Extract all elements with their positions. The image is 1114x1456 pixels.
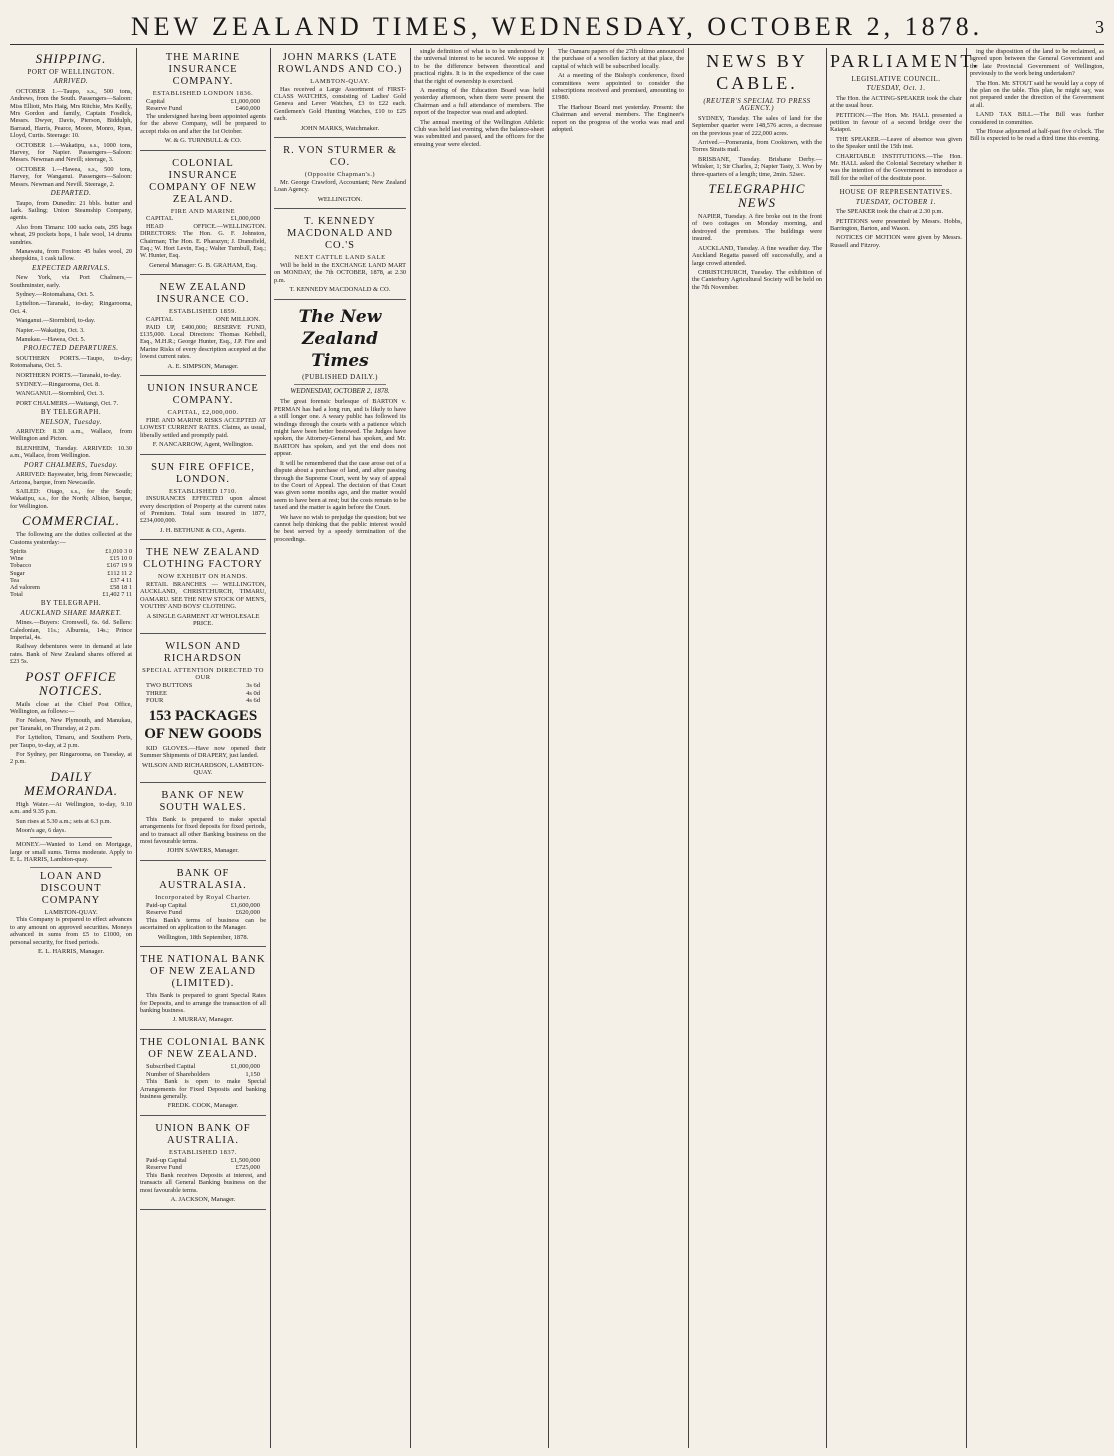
advertisement-subtitle: SPECIAL ATTENTION DIRECTED TO OUR <box>142 666 264 682</box>
column-rule <box>548 48 549 1448</box>
table-cell: £112 11 2 <box>107 569 132 577</box>
advertisement-title: R. VON STURMER & CO. <box>283 145 397 169</box>
table-cell: £15 10 0 <box>109 555 132 563</box>
advertisement-body: This Bank is open to make Special Arrangements for Fixed Deposits and banking business generally. <box>140 1078 266 1101</box>
advertisement-signature: J. H. BETHUNE & CO., Agents. <box>160 526 246 534</box>
section-subheading: ARRIVED. <box>53 77 89 86</box>
commercial-intro: The following are the duties collected at the Customs yesterday:— <box>10 531 132 546</box>
paper-title: The New Zealand Times <box>298 306 382 371</box>
advertisement <box>274 141 406 209</box>
advertisement-row <box>140 682 266 690</box>
shipping-entry: OCTOBER 1.—Wakatipu, s.s., 1000 tons, Harvey, for Napier. Passengers—Saloon: Messrs. Newman and Nevill; steerage, 3. <box>10 141 132 164</box>
market-entry: Mines.—Buyers: Cromwell, 6s. 6d. Sellers: Caledonian, 11s.; Alburnia, 14s.; Prince Imperial, 4s. <box>10 619 132 641</box>
row-value: £1,000,000 <box>230 97 260 105</box>
row-value: £620,000 <box>235 909 260 917</box>
row-value: £1,600,000 <box>230 901 260 909</box>
advertisement <box>140 543 266 633</box>
column-rule <box>688 48 689 1448</box>
table-row <box>10 555 132 562</box>
column-advertisements <box>140 48 266 1448</box>
market-entry: Railway debentures were in demand at late rates. Bank of New Zealand shares offered at £23 5s. <box>10 643 132 666</box>
advertisement-row <box>140 98 266 106</box>
table-cell: Sugar <box>10 569 25 577</box>
row-label: Reserve Fund <box>146 1164 182 1172</box>
row-label: Number of Shareholders <box>146 1070 210 1078</box>
column-parliament <box>830 48 981 1448</box>
news-paragraph: The annual meeting of the Wellington Athletic Club was held last evening, when the balance-sheet was submitted and passed, and the officers for the ensuing year were elected. <box>414 118 544 148</box>
shipping-entry: NORTHERN PORTS.—Taranaki, to-day. <box>16 371 121 379</box>
money-advertisement: MONEY.—Wanted to Lend on Mortgage, large or small sums. Terms moderate. Apply to E. L. HARRIS, Lambton-quay. <box>10 841 132 864</box>
table-row <box>10 584 132 591</box>
advertisement-row <box>140 215 266 223</box>
advertisement-body: Has received a Large Assortment of FIRST-CLASS WATCHES, consisting of Ladies' Gold Geneva and Lever Watches, £3 to £22 each. Gentlemen's Gold Hunting Watches, £10 to £25 each. <box>274 85 406 123</box>
shipping-entry: SOUTHERN PORTS.—Taupo, to-day; Rotomahana, Oct. 5. <box>10 354 132 370</box>
table-row <box>10 548 132 555</box>
masthead <box>10 10 1104 45</box>
advertisement-body: INSURANCES EFFECTED upon almost every description of Property at the current rates of Premium. Total sum insured in 1877, £234,000,000. <box>140 495 266 525</box>
advertisement-title: COLONIAL INSURANCE COMPANY OF NEW ZEALAND. <box>149 157 257 205</box>
row-label: TWO BUTTONS <box>146 682 193 690</box>
advertisement-signature: T. KENNEDY MACDONALD & CO. <box>289 286 391 294</box>
page-number: 3 <box>1095 17 1104 37</box>
news-paragraph: A meeting of the Education Board was held yesterday afternoon, when there were present the Chairman and a full attendance of members. The report of the Inspector was read and adopted. <box>414 87 544 117</box>
parliament-paragraph: The House adjourned at half-past five o'clock. The Bill is expected to be read a third time this evening. <box>970 128 1104 143</box>
row-label: Reserve Fund <box>146 105 182 113</box>
house-heading: HOUSE OF REPRESENTATIVES. <box>839 188 953 197</box>
advertisement-signature: W. & G. TURNBULL & CO. <box>164 137 242 144</box>
row-value: 1,150 <box>245 1070 260 1078</box>
advertisement-title: JOHN MARKS (LATE ROWLANDS AND CO.) <box>277 52 403 75</box>
news-paragraph: single definition of what is to be understood by the universal interest to be secured. We suppose it to be the difference between theoretical and practical rights. It is in the expedience of the case that the right of ownership is exercised. <box>414 48 544 85</box>
editorial-dateline: WEDNESDAY, OCTOBER 2, 1878. <box>290 387 390 396</box>
loan-company-title: LOAN AND DISCOUNT COMPANY <box>40 870 102 906</box>
advertisement-signature: WELLINGTON. <box>317 195 363 203</box>
parliament-paragraph: The Hon. the ACTING-SPEAKER took the chair at the usual hour. <box>830 94 962 110</box>
advertisement-body: KID GLOVES.—Have now opened their Summer Shipments of DRAPERY, just landed. <box>140 744 266 760</box>
parliament-paragraph: The SPEAKER took the chair at 2.30 p.m. <box>836 208 944 216</box>
column-rule <box>826 48 827 1448</box>
telegraphic-paragraph: NAPIER, Tuesday. A fire broke out in the front of two cottages on Monday morning, and destroyed the premises. The buildings were insured. <box>692 213 822 243</box>
cable-heading: NEWS BY CABLE. <box>706 51 808 93</box>
section-subheading: EXPECTED ARRIVALS. <box>32 263 110 272</box>
advertisement-title: THE MARINE INSURANCE COMPANY. <box>165 52 241 87</box>
column-rule <box>966 48 967 1448</box>
advertisement-subtitle: NEXT CATTLE LAND SALE <box>294 254 386 262</box>
column-local-news-2 <box>552 48 684 1448</box>
shipping-entry: OCTOBER 1.—Hawea, s.s., 500 tons, Harvey, for Wanganui. Passengers—Saloon: Messrs. Newman and Nevill. Steerage, 2. <box>10 165 132 188</box>
council-heading: LEGISLATIVE COUNCIL. <box>851 75 941 83</box>
advertisement-body: Will be held in the EXCHANGE LAND MART on MONDAY, the 7th OCTOBER, 1878, at 2.30 p.m. <box>274 261 406 284</box>
divider <box>30 837 112 838</box>
mail-notice: For Nelson, New Plymouth, and Manukau, per Taranaki, on Thursday, at 2 p.m. <box>10 717 132 732</box>
mail-notice: For Lyttelton, Timaru, and Southern Ports, per Taupo, to-day, at 2 p.m. <box>10 734 132 749</box>
row-label: Paid-up Capital <box>146 901 187 909</box>
advertisement-title: NEW ZEALAND INSURANCE CO. <box>156 282 250 306</box>
loan-company-address: LAMBTON-QUAY. <box>44 908 98 916</box>
parliament-paragraph: ing the disposition of the land to be reclaimed, as agreed upon between the General Government and the late Provincial Government of Wellington, previously to the work being undertaken? <box>970 48 1104 78</box>
table-row <box>10 577 132 584</box>
telegraphic-heading: TELEGRAPHIC NEWS <box>708 181 806 211</box>
table-cell: £1,010 3 0 <box>105 547 132 555</box>
advertisement-signature: A SINGLE GARMENT AT WHOLESALE PRICE. <box>146 612 260 628</box>
customs-table <box>10 548 132 598</box>
advertisement-signature: J. MURRAY, Manager. <box>172 1016 234 1024</box>
advertisement <box>140 48 266 151</box>
advertisement-body: This Bank receives Deposits at interest, and transacts all General Banking business on the most favourable terms. <box>140 1171 266 1194</box>
advertisement <box>140 379 266 454</box>
section-heading: POST OFFICE NOTICES. <box>25 668 117 698</box>
table-row <box>10 562 132 569</box>
row-value: ONE MILLION. <box>215 316 260 323</box>
section-subheading: NELSON, Tuesday. <box>40 417 102 426</box>
advertisement-signature: Wellington, 18th September, 1878. <box>157 933 249 941</box>
row-value: 4s 6d <box>246 697 260 705</box>
advertisement-subtitle: LAMBTON-QUAY. <box>310 78 370 85</box>
section-subheading: BY TELEGRAPH. <box>40 408 102 417</box>
cable-subheading: (REUTER'S SPECIAL TO PRESS AGENCY.) <box>703 97 811 113</box>
telegraphic-paragraph: AUCKLAND, Tuesday. A fine weather day. The Auckland Regatta passed off successfully, and a large crowd attended. <box>692 244 822 267</box>
council-date: TUESDAY, Oct. 1. <box>866 84 926 93</box>
advertisement <box>274 48 406 138</box>
parliament-paragraph: PETITION.—The Hon. Mr. HALL presented a petition in favour of a second bridge over the Kaiapoi. <box>830 111 962 134</box>
section-subheading: PROJECTED DEPARTURES. <box>23 344 119 353</box>
table-row <box>10 570 132 577</box>
parliament-heading: PARLIAMENT. <box>830 51 981 71</box>
shipping-entry: Manukau.—Hawea, Oct. 5. <box>16 336 86 343</box>
shipping-entry: WANGANUI.—Stormbird, Oct. 3. <box>16 390 105 398</box>
advertisement <box>140 950 266 1030</box>
advertisement-subtitle: (Opposite Chapman's.) <box>304 171 376 179</box>
row-value: £460,000 <box>235 105 260 113</box>
row-label: THREE <box>146 689 167 697</box>
news-paragraph: The Harbour Board met yesterday. Present: the Chairman and several members. The Engineer's report on the progress of the works was read and adopted. <box>552 103 684 134</box>
row-label: Capital <box>146 97 165 105</box>
advertisement-title: THE COLONIAL BANK OF NEW ZEALAND. <box>140 1037 266 1061</box>
shipping-entry: New York, via Port Chalmers,—Southminster, early. <box>10 274 132 289</box>
advertisement-row <box>140 1157 266 1165</box>
memoranda-entry: Moon's age, 6 days. <box>16 827 66 835</box>
row-label: Reserve Fund <box>146 909 182 917</box>
shipping-entry: OCTOBER 1.—Taupo, s.s., 500 tons, Andrews, from the South. Passengers—Saloon: Miss Elliott, Mrs Haig, Mrs Ritchie, Mrs Keilly, Mrs Gordon and family, Captain Fosdick, Messrs. Dwyer, Davis, Pierson, Biddulph, Barraud, Harris, Pearce, Moore, Monro, Ryan, Lloyd, Curtis. Steerage: 10. <box>10 87 132 140</box>
table-cell: Tobacco <box>10 562 32 570</box>
section-heading: DAILY MEMORANDA. <box>23 768 119 798</box>
advertisement-signature: F. NANCARROW, Agent, Wellington. <box>152 441 254 449</box>
advertisement-body: This Bank is prepared to grant Special Rates for Deposits, and to arrange the transaction of all banking business. <box>140 992 266 1015</box>
cable-paragraph: Arrived.—Pomerania, from Cooktown, with the Torres Straits mail. <box>692 139 822 154</box>
column-editorial <box>274 48 406 1448</box>
advertisement-subtitle: Incorporated by Royal Charter. <box>155 894 251 902</box>
row-label: CAPITAL <box>146 316 173 323</box>
row-label: Subscribed Capital <box>146 1063 196 1071</box>
advertisement-row <box>140 1063 266 1071</box>
editorial-paragraph: It will be remembered that the case arose out of a dispute about a purchase of land, and after passing through the Supreme Court, went by way of appeal to the Court of Appeal. The decision of that Court was given some months ago, and the matter would seem to have been at rest; but the costs remain to be taxed and the matter is again before the Court. <box>274 459 406 512</box>
advertisement <box>140 154 266 276</box>
shipping-entry: Wanganui.—Stormbird, to-day. <box>16 317 96 325</box>
advertisement-body: RETAIL BRANCHES — WELLINGTON, AUCKLAND, CHRISTCHURCH, TIMARU, OAMARU. SEE THE NEW STOCK OF MEN'S, YOUTHS' AND BOYS' CLOTHING. <box>140 581 266 611</box>
mail-notice: Mails close at the Chief Post Office, Wellington, as follows:— <box>10 700 132 716</box>
advertisement-title: SUN FIRE OFFICE, LONDON. <box>151 461 255 485</box>
row-value: £1,000,000 <box>230 1063 260 1071</box>
advertisement-subtitle: CAPITAL, £2,000,000. <box>167 409 239 417</box>
advertisement <box>140 278 266 376</box>
advertisement <box>140 637 266 783</box>
telegraphic-paragraph: CHRISTCHURCH, Tuesday. The exhibition of the Canterbury Agricultural Society will be held on the 7th November. <box>692 268 822 291</box>
advertisement-row <box>140 697 266 705</box>
masthead-title: NEW ZEALAND TIMES, WEDNESDAY, OCTOBER 2, 1878. <box>130 12 984 41</box>
advertisement-body: This Bank is prepared to make special arrangements for fixed deposits for fixed periods, and to transact all other Banking business on the most favourable terms. <box>140 815 266 846</box>
table-cell: Spirits <box>10 547 27 555</box>
editorial-paragraph: We have no wish to prejudge the question; but we cannot help thinking that the public interest would be best served by a speedy termination of the proceedings. <box>274 513 406 543</box>
advertisement-row <box>140 1071 266 1079</box>
advertisement-title: UNION BANK OF AUSTRALIA. <box>155 1123 251 1147</box>
table-cell: Tea <box>10 576 19 584</box>
table-cell: £1,402 7 11 <box>102 591 132 599</box>
advertisement-row <box>140 690 266 698</box>
advertisement-headline: 153 PACKAGES OF NEW GOODS <box>144 707 262 742</box>
column-cable-news <box>692 48 822 1448</box>
table-cell: £37 4 11 <box>110 576 132 584</box>
advertisement-body: Mr. George Crawford, Accountant; New Zealand Loan Agency. <box>274 178 406 194</box>
published-daily: (PUBLISHED DAILY.) <box>302 372 378 381</box>
advertisement-subtitle: ESTABLISHED 1859. <box>169 308 237 316</box>
parliament-paragraph: The Hon. Mr. STOUT said he would lay a copy of the plan on the table. This plan, he might say, was not prepared under the direction of the Government at all. <box>970 79 1104 109</box>
parliament-paragraph: CHARITABLE INSTITUTIONS.—The Hon. Mr. HALL asked the Colonial Secretary whether it was the intention of the Government to introduce a Bill for the relief of the destitute poor. <box>830 152 962 182</box>
row-label: FOUR <box>146 697 164 705</box>
shipping-entry: SYDNEY.—Ringarooma, Oct. 8. <box>16 381 100 389</box>
table-cell: £58 18 1 <box>109 583 132 591</box>
advertisement-signature: FREDK. COOK, Manager. <box>167 1102 239 1110</box>
advertisement-title: WILSON AND RICHARDSON <box>163 640 243 664</box>
parliament-paragraph: THE SPEAKER.—Leave of absence was given to the Speaker until the 15th inst. <box>830 135 962 151</box>
advertisement-body: HEAD OFFICE.—WELLINGTON. DIRECTORS: The Hon. G. F. Johnston, Chairman; The Hon. E. Pharazyn; J. Dransfield, Esq.; W. Hort Levin, Esq.; Walter Turnbull, Esq.; W. Hunter, Esq. <box>140 222 266 260</box>
advertisement-title: THE NATIONAL BANK OF NEW ZEALAND (LIMITED). <box>140 954 266 990</box>
table-cell: £167 19 9 <box>106 562 132 570</box>
column-parliament-continued <box>970 48 1104 1448</box>
advertisement-subtitle: NOW EXHIBIT ON HANDS. <box>157 573 249 581</box>
table-cell: Total <box>10 591 23 599</box>
advertisement-title: UNION INSURANCE COMPANY. <box>147 383 259 407</box>
row-value: £1,000,000 <box>230 215 260 223</box>
shipping-entry: Manawatu, from Foxton: 45 bales wool, 20 sheepskins, 1 cask tallow. <box>10 247 132 263</box>
table-cell: Wine <box>10 555 24 563</box>
news-paragraph: The Oamaru papers of the 27th ultimo announced the purchase of a woollen factory at that place, the capital of which will be subscribed locally. <box>552 48 684 70</box>
mail-notice: For Sydney, per Ringarooma, on Tuesday, at 2 p.m. <box>10 751 132 766</box>
parliament-paragraph: NOTICES OF MOTION were given by Messrs. Russell and Fitzroy. <box>830 234 962 249</box>
house-date: TUESDAY, OCTOBER 1. <box>855 197 937 206</box>
column-rule <box>410 48 411 1448</box>
advertisement-body: This Bank's terms of business can be ascertained on application to the Manager. <box>140 916 266 932</box>
advertisement-title: T. KENNEDY MACDONALD AND CO.'S <box>286 216 394 252</box>
advertisement-row <box>140 316 266 324</box>
advertisement-signature: WILSON AND RICHARDSON, LAMBTON-QUAY. <box>142 761 264 777</box>
divider <box>850 185 942 186</box>
advertisement-title: BANK OF NEW SOUTH WALES. <box>159 789 247 813</box>
loan-company-body: This Company is prepared to effect advances to any amount on approved securities. Moneys advanced in sums from £5 to £1000, on personal security, for fixed periods. <box>10 916 132 946</box>
shipping-entry: Sydney.—Rotomahana, Oct. 5. <box>16 290 95 298</box>
row-value: 4s 0d <box>246 689 260 697</box>
row-label: Paid-up Capital <box>146 1156 187 1164</box>
advertisement-row <box>140 105 266 113</box>
advertisement-subtitle: ESTABLISHED 1837. <box>169 1149 237 1157</box>
advertisement-subtitle: FIRE AND MARINE <box>170 207 236 215</box>
shipping-entry: Lyttelton.—Taranaki, to-day; Ringarooma, Oct. 4. <box>10 300 132 315</box>
section-heading: COMMERCIAL. <box>21 513 121 529</box>
column-rule <box>270 48 271 1448</box>
row-value: £1,500,000 <box>230 1156 260 1164</box>
shipping-entry: ARRIVED: 8.30 a.m., Wallace, from Wellington and Picton. <box>10 428 132 443</box>
shipping-entry: Also from Timaru: 100 sacks oats, 295 bags wheat, 29 pockets hops, 1 bale wool, 14 drums sundries. <box>10 223 132 246</box>
shipping-entry: Taupo, from Dunedin: 21 bbls. butter and 1ark. Sailing; Union Steamship Company, agents. <box>10 199 132 222</box>
column-shipping <box>10 48 132 1448</box>
advertisement-signature: JOHN MARKS, Watchmaker. <box>300 124 380 132</box>
advertisement-row <box>140 1164 266 1172</box>
advertisement <box>140 786 266 861</box>
section-heading: SHIPPING. <box>35 51 107 66</box>
section-subheading: BY TELEGRAPH. <box>40 599 102 608</box>
parliament-paragraph: PETITIONS were presented by Messrs. Hobbs, Barrington, Barton, and Wason. <box>830 217 962 232</box>
shipping-entry: SAILED: Otago, s.s., for the South; Wakatipu, s.s., for the North; Albion, barque, for Wellington. <box>10 487 132 510</box>
memoranda-entry: High Water.—At Wellington, to-day, 9.10 a.m. and 9.35 p.m. <box>10 800 132 816</box>
row-value: 3s 6d <box>246 682 260 690</box>
advertisement-signature: A. JACKSON, Manager. <box>170 1196 236 1204</box>
advertisement-body: The undersigned having been appointed agents for the above Company, will be prepared to accept risks on and after the 1st October. <box>140 112 266 135</box>
divider <box>294 384 386 385</box>
section-subheading: DEPARTED. <box>50 189 92 198</box>
section-subheading: PORT CHALMERS, Tuesday. <box>23 460 119 469</box>
advertisement-signature: JOHN SAWERS, Manager. <box>167 847 239 855</box>
advertisement-signature: A. E. SIMPSON, Manager. <box>167 362 239 370</box>
cable-paragraph: BRISBANE, Tuesday. Brisbane Derby.—Whisker, 1; Sir Charles, 2; Napier Tasty, 3. Won by three-quarters of a length; time, 2min. 52sec. <box>692 155 822 178</box>
advertisement <box>140 864 266 947</box>
advertisement-subtitle: ESTABLISHED 1710. <box>169 487 237 495</box>
parliament-paragraph: LAND TAX BILL.—The Bill was further considered in committee. <box>970 111 1104 126</box>
column-rule <box>136 48 137 1448</box>
advertisement <box>274 212 406 299</box>
advertisement-body: FIRE AND MARINE RISKS ACCEPTED AT LOWEST CURRENT RATES. Claims, as usual, liberally settled and promptly paid. <box>140 416 266 439</box>
shipping-entry: ARRIVED: Bayswater, brig, from Newcastle; Arizona, barque, from Newcastle. <box>10 471 132 486</box>
news-paragraph: At a meeting of the Bishop's conference, fixed committees were appointed to consider the subscriptions received and promised, amounting to £1980. <box>552 72 684 102</box>
memoranda-entry: Sun rises at 5.30 a.m.; sets at 6.3 p.m. <box>16 817 112 825</box>
loan-company-signature: E. L. HARRIS, Manager. <box>38 947 104 955</box>
row-label: CAPITAL <box>146 215 173 223</box>
column-local-news <box>414 48 544 1448</box>
advertisement <box>140 1119 266 1210</box>
advertisement-signature: General Manager: G. B. GRAHAM, Esq. <box>149 261 257 269</box>
advertisement-body: PAID UP, £400,000; RESERVE FUND, £135,000. Local Directors: Thomas Kebbell, Esq., M.H.R.; George Hunter, Esq., J.P. Fire and Marine Risks of every description accepted at the lowest current rates. <box>140 323 266 361</box>
row-value: £725,000 <box>235 1164 260 1172</box>
advertisement-row <box>140 902 266 910</box>
advertisement-row <box>140 909 266 917</box>
editorial-paragraph: The great forensic burlesque of BARTON v. PERMAN has had a long run, and is likely to have a still longer one. A weary public has followed its windings through the courts with a patience which might have been better bestowed. The Judges have spoken, the Attorney-General has spoken, and Mr. BARTON has spoken, and yet the end does not appear. <box>274 398 406 458</box>
advertisement-subtitle: ESTABLISHED LONDON 1836. <box>152 90 254 97</box>
shipping-entry: PORT CHALMERS.—Waitangi, Oct. 7. <box>16 399 119 407</box>
advertisement-title: THE NEW ZEALAND CLOTHING FACTORY <box>143 547 263 571</box>
section-subheading: AUCKLAND SHARE MARKET. <box>20 608 122 617</box>
divider <box>30 867 112 868</box>
table-row <box>10 591 132 598</box>
advertisement-title: BANK OF AUSTRALASIA. <box>159 868 247 892</box>
section-subheading: PORT OF WELLINGTON. <box>27 68 115 76</box>
advertisement <box>140 1033 266 1116</box>
shipping-entry: Napier.—Wakatipu, Oct. 3. <box>16 326 85 334</box>
shipping-entry: BLENHEIM, Tuesday. ARRIVED: 10.30 a.m., Wallace, from Wellington. <box>10 444 132 460</box>
table-cell: Ad valorem <box>10 583 40 591</box>
cable-paragraph: SYDNEY, Tuesday. The sales of land for the September quarter were 148,576 acres, a decrease on the previous year of 222,000 acres. <box>692 114 822 137</box>
advertisement <box>140 458 266 541</box>
